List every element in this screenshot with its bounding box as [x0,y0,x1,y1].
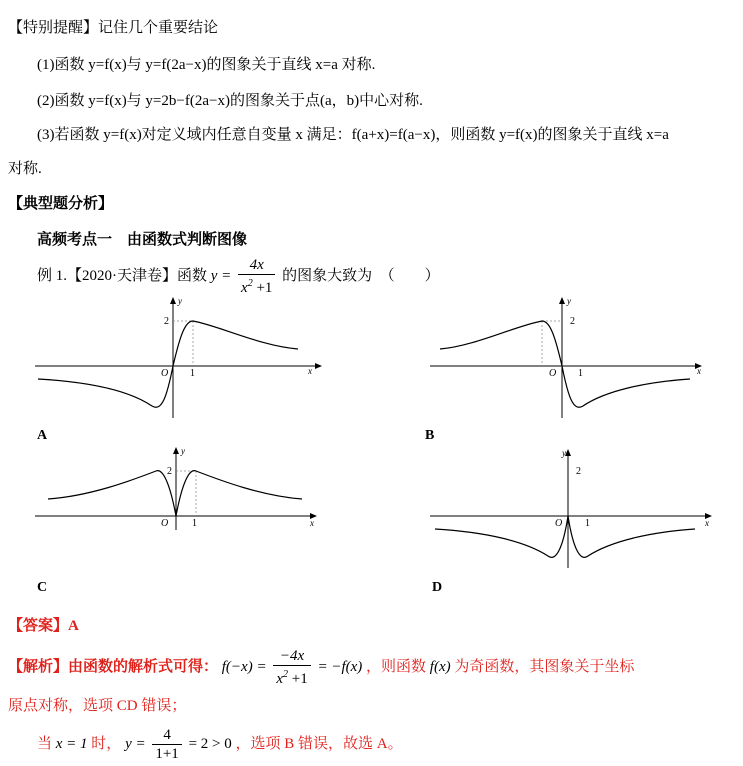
point-title: 高频考点一 由函数式判断图像 [37,232,248,248]
graph-a-one: 1 [190,368,195,379]
option-c-label: C [37,580,48,595]
graph-d [425,446,725,572]
example-suffix: 的图象大致为 （ ） [282,267,440,284]
analysis-prefix: 【解析】由函数的解析式可得： [8,658,219,675]
graph-c-origin: O [161,518,169,529]
example-prefix: 例 1.【2020·天津卷】函数 [37,267,207,284]
reminder-item-1: (1)函数 y=f(x)与 y=f(2a−x)的图象关于直线 x=a 对称. [37,57,376,73]
reminder-title: 【特别提醒】记住几个重要结论 [8,20,219,36]
analysis-line3-tail: ，选项 B 错误，故选 A。 [235,735,403,752]
analysis-line-1 [8,647,634,688]
example-numerator: 4x [238,256,275,275]
graph-b [425,296,725,422]
graph-a-two: 2 [164,316,169,327]
example-fraction [238,256,275,297]
graph-c-x-label: x [310,518,314,528]
graph-d-one: 1 [585,518,590,529]
option-a-label: A [37,428,48,443]
analysis-numerator: −4x [273,647,310,666]
analysis-fraction-2 [152,726,181,763]
graph-c [30,446,330,532]
analysis-cond: x = 1 [55,735,88,752]
graph-c-y-label: y [181,446,185,456]
section-title: 【典型题分析】 [8,196,114,212]
analysis-line-3 [37,726,403,763]
graph-a-x-label: x [308,366,312,376]
graph-b-one: 1 [578,368,583,379]
analysis-f-lhs: f(−x) = [221,658,267,675]
graph-b-origin: O [549,368,557,379]
graph-b-x-label: x [697,366,701,376]
graph-b-y-label: y [567,296,571,306]
analysis-line-2: 原点对称，选项 CD 错误； [8,698,187,714]
analysis-tail: 为奇函数，其图象关于坐标 [454,658,635,675]
analysis-fraction [273,647,310,688]
graph-d-x-label: x [705,518,709,528]
graph-c-two: 2 [167,466,172,477]
analysis-f-rhs: = −f(x) [317,658,363,675]
option-d-label: D [432,580,443,595]
reminder-item-3-cont: 对称. [8,161,42,177]
graph-d-two: 2 [576,466,581,477]
graph-a [30,296,330,422]
graph-a-origin: O [161,368,169,379]
example-question [37,256,440,297]
analysis-numerator-2: 4 [152,726,181,745]
analysis-mid: ，则函数 [366,658,427,675]
answer-text: 【答案】A [8,618,79,634]
reminder-item-3: (3)若函数 y=f(x)对定义域内任意自变量 x 满足：f(a+x)=f(a−x)，则函数 y=f(x)的图象关于直线 x=a [37,127,669,143]
graph-b-two: 2 [570,316,575,327]
analysis-fx: f(x) [429,658,451,675]
graph-c-one: 1 [192,518,197,529]
option-b-label: B [425,428,435,443]
analysis-line3-prefix: 当 [37,735,53,752]
analysis-denominator: $x^2 +1$ [276,669,308,687]
graph-d-y-label: y [562,448,566,458]
example-denominator: $x^2 +1$ [241,278,273,296]
analysis-denominator-2: 1+1 [155,746,179,762]
graph-d-origin: O [555,518,563,529]
reminder-item-2: (2)函数 y=f(x)与 y=2b−f(2a−x)的图象关于点(a，b)中心对称. [37,93,423,109]
example-y: y = [210,267,232,284]
analysis-y: y = [125,735,146,752]
graph-a-y-label: y [178,296,182,306]
analysis-result: = 2 > 0 [188,735,232,752]
analysis-line3-mid: 时， [91,735,122,752]
